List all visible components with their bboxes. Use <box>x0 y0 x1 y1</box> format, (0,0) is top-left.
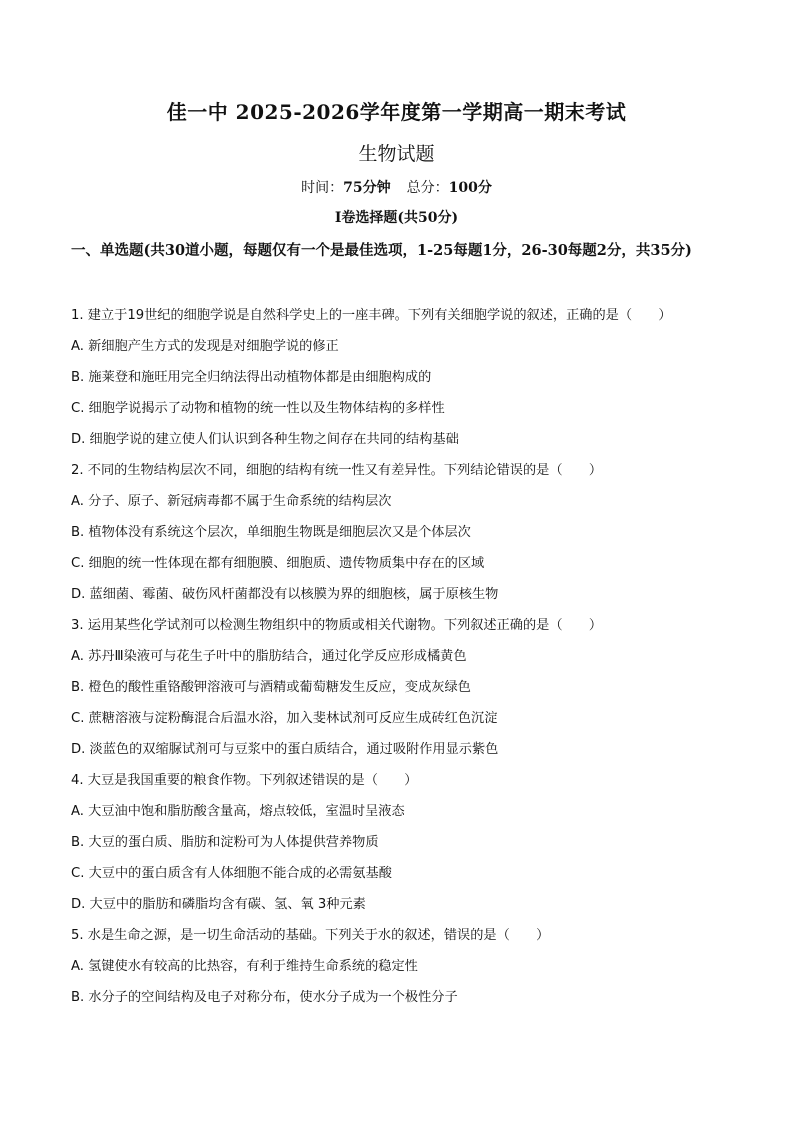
question-stem: 2. 不同的生物结构层次不同，细胞的结构有统一性又有差异性。下列结论错误的是（ ） <box>71 463 603 478</box>
answer-option: B. 水分子的空间结构及电子对称分布，使水分子成为一个极性分子 <box>71 990 458 1005</box>
question-stem: 4. 大豆是我国重要的粮食作物。下列叙述错误的是（ ） <box>71 773 418 788</box>
answer-option: D. 蓝细菌、霉菌、破伤风杆菌都没有以核膜为界的细胞核，属于原核生物 <box>71 587 499 602</box>
subject-title: 生物试题 <box>358 143 435 165</box>
time-value: 75分钟 <box>343 180 391 196</box>
answer-option: B. 橙色的酸性重铬酸钾溶液可与酒精或葡萄糖发生反应，变成灰绿色 <box>71 680 471 695</box>
answer-option: B. 大豆的蛋白质、脂肪和淀粉可为人体提供营养物质 <box>71 835 379 850</box>
exam-title: 佳一中 2025-2026学年度第一学期高一期末考试 <box>166 100 627 124</box>
answer-option: C. 细胞的统一性体现在都有细胞膜、细胞质、遗传物质集中存在的区域 <box>71 556 485 571</box>
time-label: 时间： <box>301 180 344 196</box>
section-instructions: 一、单选题(共30道小题，每题仅有一个是最佳选项，1-25每题1分，26-30每题2分，共35分) <box>71 242 692 259</box>
answer-option: D. 淡蓝色的双缩脲试剂可与豆浆中的蛋白质结合，通过吸附作用显示紫色 <box>71 742 499 757</box>
answer-option: A. 苏丹Ⅲ染液可与花生子叶中的脂肪结合，通过化学反应形成橘黄色 <box>71 649 467 664</box>
exam-info <box>0 177 793 197</box>
answer-option: B. 施莱登和施旺用完全归纳法得出动植物体都是由细胞构成的 <box>71 370 432 385</box>
question-stem: 5. 水是生命之源，是一切生命活动的基础。下列关于水的叙述，错误的是（ ） <box>71 928 550 943</box>
answer-option: A. 氢键使水有较高的比热容，有利于维持生命系统的稳定性 <box>71 959 418 974</box>
answer-option: D. 大豆中的脂肪和磷脂均含有碳、氢、氧 3种元素 <box>71 897 366 912</box>
question-stem: 3. 运用某些化学试剂可以检测生物组织中的物质或相关代谢物。下列叙述正确的是（ ） <box>71 618 603 633</box>
score-value: 100分 <box>448 180 492 196</box>
question-list <box>71 300 731 1013</box>
score-label: 总分： <box>406 180 449 196</box>
answer-option: C. 蔗糖溶液与淀粉酶混合后温水浴，加入斐林试剂可反应生成砖红色沉淀 <box>71 711 498 726</box>
question-stem: 1. 建立于19世纪的细胞学说是自然科学史上的一座丰碑。下列有关细胞学说的叙述，正确的是（ ） <box>71 308 672 323</box>
answer-option: A. 新细胞产生方式的发现是对细胞学说的修正 <box>71 339 339 354</box>
answer-option: C. 细胞学说揭示了动物和植物的统一性以及生物体结构的多样性 <box>71 401 445 416</box>
section-title: I卷选择题(共50分) <box>334 210 459 226</box>
answer-option: A. 大豆油中饱和脂肪酸含量高，熔点较低，室温时呈液态 <box>71 804 405 819</box>
answer-option: D. 细胞学说的建立使人们认识到各种生物之间存在共同的结构基础 <box>71 432 459 447</box>
answer-option: B. 植物体没有系统这个层次，单细胞生物既是细胞层次又是个体层次 <box>71 525 471 540</box>
answer-option: C. 大豆中的蛋白质含有人体细胞不能合成的必需氨基酸 <box>71 866 392 881</box>
answer-option: A. 分子、原子、新冠病毒都不属于生命系统的结构层次 <box>71 494 392 509</box>
